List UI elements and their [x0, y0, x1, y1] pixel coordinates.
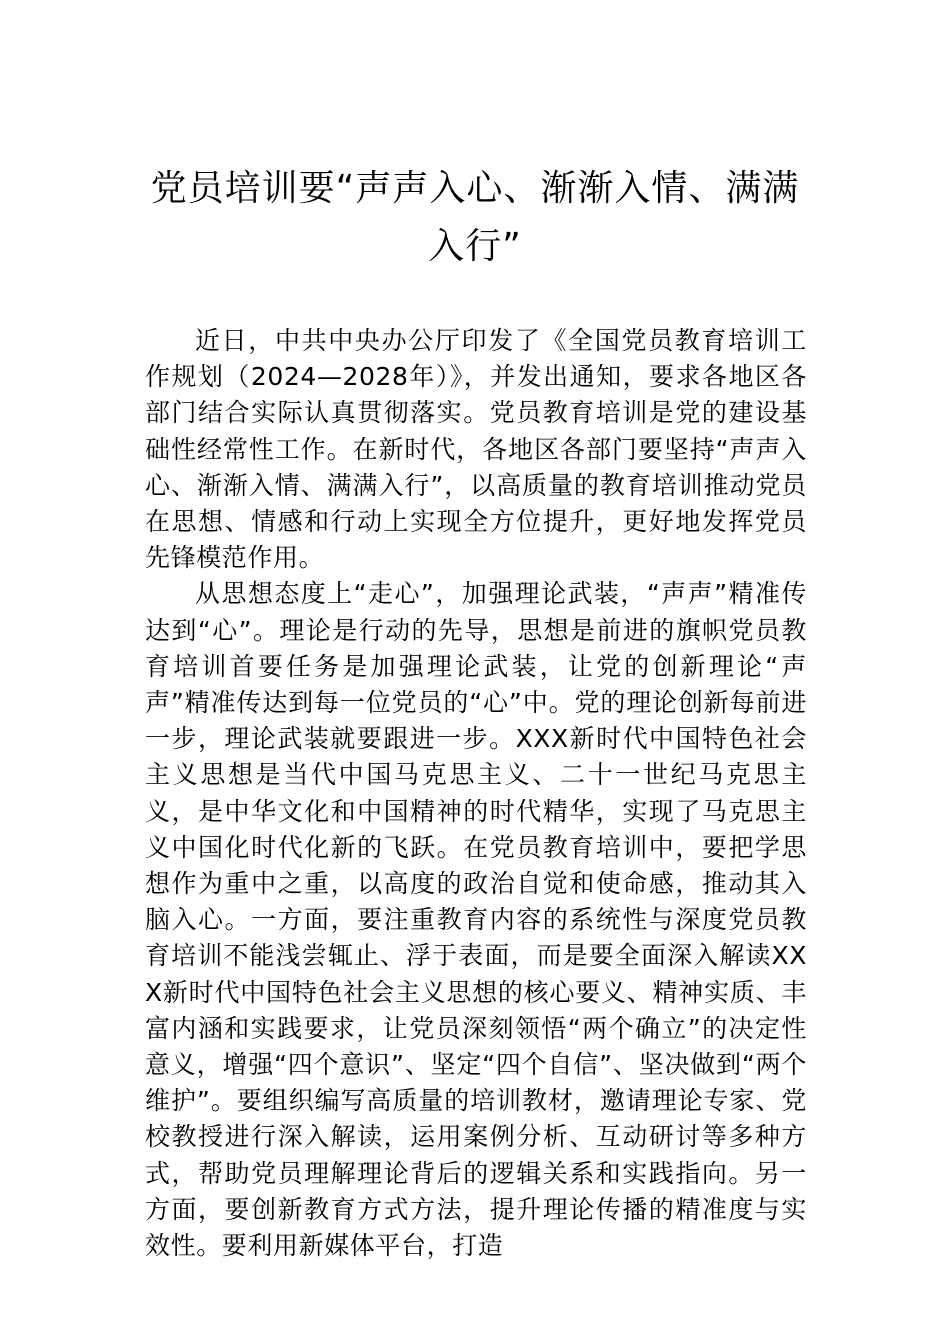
paragraph-2: 从思想态度上“走心”，加强理论武装，“声声”精准传达到“心”。理论是行动的先导，思想是前进的旗帜党员教育培训首要任务是加强理论武装，让党的创新理论“声声”精准传达到每一位党员的“心”中。党的理论创新每前进一步，理论武装就要跟进一步。XXX新时代中国特色社会主义思想是当代中国马克思主义、二十一世纪马克思主义，是中华文化和中国精神的时代精华，实现了马克思主义中国化时代化新的飞跃。在党员教育培训中，要把学思想作为重中之重，以高度的政治自觉和使命感，推动其入脑入心。一方面，要注重教育内容的系统性与深度党员教育培训不能浅尝辄止、浮于表面，而是要全面深入解读XXX新时代中国特色社会主义思想的核心要义、精神实质、丰富内涵和实践要求，让党员深刻领悟“两个确立”的决定性意义，增强“四个意识”、坚定“四个自信”、坚决做到“两个维护”。要组织编写高质量的培训教材，邀请理论专家、党校教授进行深入解读，运用案例分析、互动研讨等多种方式，帮助党员理解理论背后的逻辑关系和实践指向。另一方面，要创新教育方式方法，提升理论传播的精准度与实效性。要利用新媒体平台，打造 — [145, 579, 807, 1261]
document-body — [145, 323, 807, 1264]
paragraph-1: 近日，中共中央办公厅印发了《全国党员教育培训工作规划（2024—2028年）》，并发出通知，要求各地区各部门结合实际认真贯彻落实。党员教育培训是党的建设基础性经常性工作。在新时代，各地区各部门要坚持“声声入心、渐渐入情、满满入行”，以高质量的教育培训推动党员在思想、情感和行动上实现全方位提升，更好地发挥党员先锋模范作用。 — [145, 326, 807, 573]
document-title: 党员培训要“声声入心、渐渐入情、满满入行” — [150, 168, 800, 267]
